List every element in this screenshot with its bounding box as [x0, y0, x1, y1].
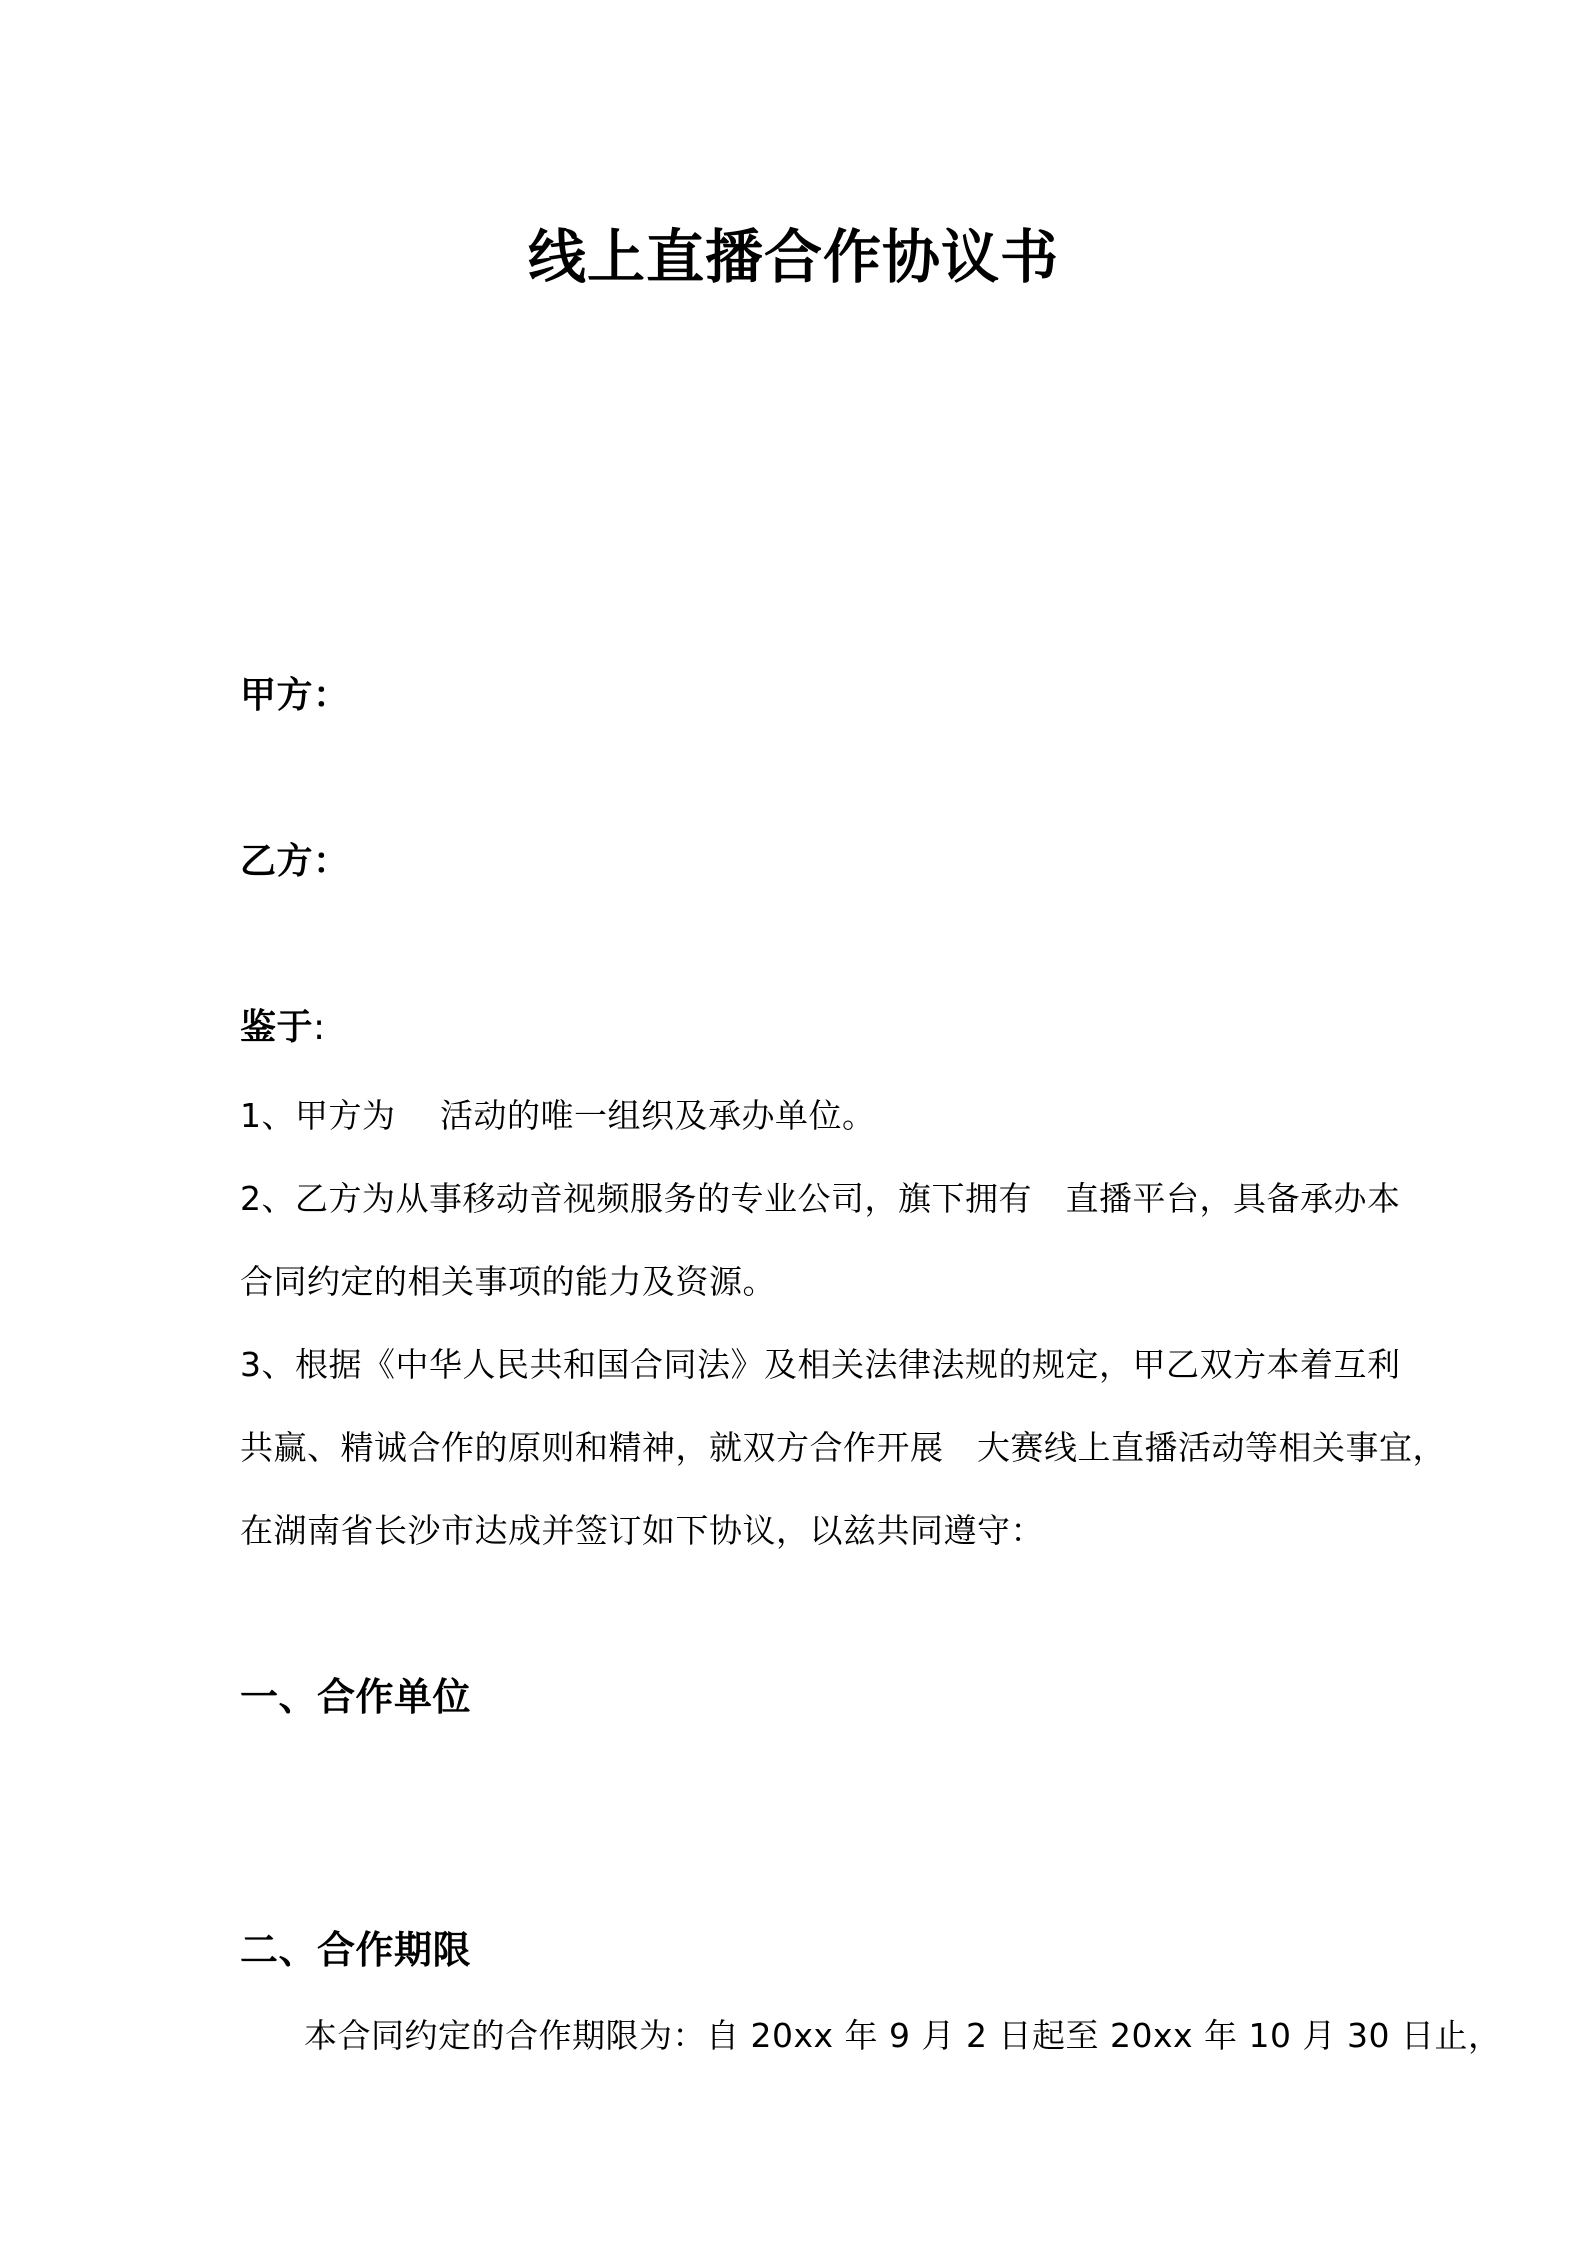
- whereas-item-2-line-1: 2、乙方为从事移动音视频服务的专业公司，旗下拥有 直播平台，具备承办本: [240, 1179, 1401, 1218]
- section-1-heading: 一、合作单位: [240, 1675, 472, 1719]
- section-2-heading: 二、合作期限: [240, 1928, 472, 1972]
- whereas-item-3-line-1: 3、根据《中华人民共和国合同法》及相关法律法规的规定，甲乙双方本着互利: [240, 1345, 1401, 1384]
- document-title: 线上直播合作协议书: [527, 223, 1059, 291]
- whereas-item-1: 1、甲方为 活动的唯一组织及承办单位。: [240, 1096, 876, 1135]
- whereas-label: 鉴于: [240, 1007, 314, 1048]
- party-a-label: 甲方：: [240, 675, 350, 716]
- whereas-colon: :: [313, 1007, 326, 1048]
- whereas-item-3-line-3: 在湖南省长沙市达成并签订如下协议，以兹共同遵守：: [240, 1511, 1044, 1550]
- section-2-text: 本合同约定的合作期限为：自 20xx 年 9 月 2 日起至 20xx 年 10 月 30 日止，: [304, 2016, 1502, 2055]
- whereas-item-2-line-2: 合同约定的相关事项的能力及资源。: [240, 1262, 776, 1301]
- party-b-label: 乙方：: [240, 841, 350, 882]
- whereas-heading: [240, 1006, 326, 1050]
- whereas-item-3-line-2: 共赢、精诚合作的原则和精神，就双方合作开展 大赛线上直播活动等相关事宜，: [240, 1428, 1446, 1467]
